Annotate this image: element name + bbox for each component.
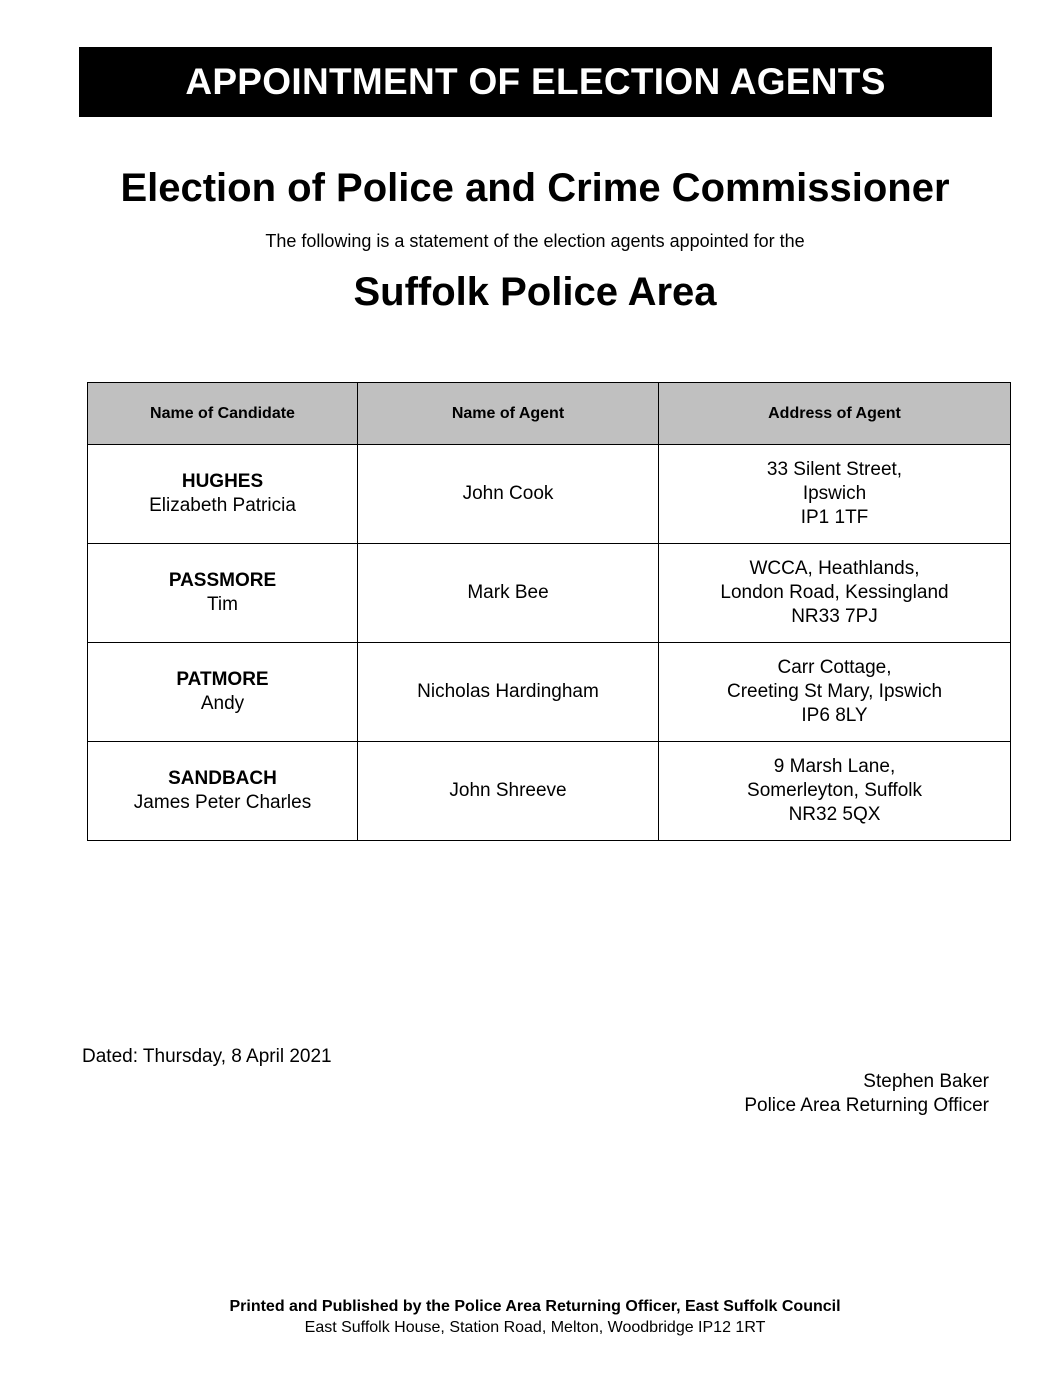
imprint-address: East Suffolk House, Station Road, Melton, Woodbridge IP12 1RT bbox=[304, 1319, 766, 1336]
imprint-publisher: Printed and Published by the Police Area Returning Officer, East Suffolk Council bbox=[229, 1298, 841, 1315]
election-title: Election of Police and Crime Commissioner bbox=[120, 166, 950, 210]
candidate-cell bbox=[88, 742, 358, 841]
candidate-surname: HUGHES bbox=[181, 471, 264, 492]
agent-address bbox=[659, 445, 1011, 544]
officer-title: Police Area Returning Officer bbox=[744, 1095, 989, 1116]
candidate-surname: SANDBACH bbox=[168, 768, 277, 789]
agent-address bbox=[659, 643, 1011, 742]
table-row bbox=[88, 544, 1011, 643]
address-line: NR32 5QX bbox=[788, 804, 881, 825]
address-line: 9 Marsh Lane, bbox=[773, 756, 896, 777]
agent-name: John Shreeve bbox=[358, 742, 659, 841]
table-row bbox=[88, 643, 1011, 742]
statement-text: The following is a statement of the election agents appointed for the bbox=[265, 231, 805, 251]
address-line: Creeting St Mary, Ipswich bbox=[726, 681, 943, 702]
address-line: 33 Silent Street, bbox=[766, 459, 903, 480]
address-line: WCCA, Heathlands, bbox=[749, 558, 920, 579]
officer-name: Stephen Baker bbox=[863, 1071, 989, 1092]
candidate-cell bbox=[88, 544, 358, 643]
table-row bbox=[88, 445, 1011, 544]
agent-name: Mark Bee bbox=[358, 544, 659, 643]
candidate-surname: PATMORE bbox=[176, 669, 269, 690]
agent-name: John Cook bbox=[358, 445, 659, 544]
candidate-forenames: Tim bbox=[207, 594, 238, 615]
candidate-forenames: Elizabeth Patricia bbox=[149, 495, 296, 516]
dated-line: Dated: Thursday, 8 April 2021 bbox=[82, 1046, 332, 1067]
column-header-agent: Name of Agent bbox=[358, 383, 659, 445]
address-line: Carr Cottage, bbox=[777, 657, 892, 678]
imprint-footer bbox=[0, 1296, 1057, 1338]
address-line: NR33 7PJ bbox=[791, 606, 878, 627]
column-header-address: Address of Agent bbox=[659, 383, 1011, 445]
address-line: IP1 1TF bbox=[800, 507, 869, 528]
agent-address bbox=[659, 544, 1011, 643]
candidate-surname: PASSMORE bbox=[168, 570, 277, 591]
address-line: London Road, Kessingland bbox=[720, 582, 949, 603]
address-line: Ipswich bbox=[802, 483, 867, 504]
address-line: IP6 8LY bbox=[801, 705, 868, 726]
candidate-cell bbox=[88, 445, 358, 544]
area-title: Suffolk Police Area bbox=[353, 270, 717, 314]
agent-name: Nicholas Hardingham bbox=[358, 643, 659, 742]
address-line: Somerleyton, Suffolk bbox=[747, 780, 922, 801]
candidate-forenames: Andy bbox=[200, 693, 245, 714]
notice-banner: APPOINTMENT OF ELECTION AGENTS bbox=[79, 47, 992, 117]
agent-address bbox=[659, 742, 1011, 841]
agents-table bbox=[87, 382, 1011, 841]
column-header-candidate: Name of Candidate bbox=[88, 383, 358, 445]
table-row bbox=[88, 742, 1011, 841]
candidate-cell bbox=[88, 643, 358, 742]
table-header-row bbox=[88, 383, 1011, 445]
candidate-forenames: James Peter Charles bbox=[133, 792, 312, 813]
signature-block bbox=[744, 1070, 989, 1118]
